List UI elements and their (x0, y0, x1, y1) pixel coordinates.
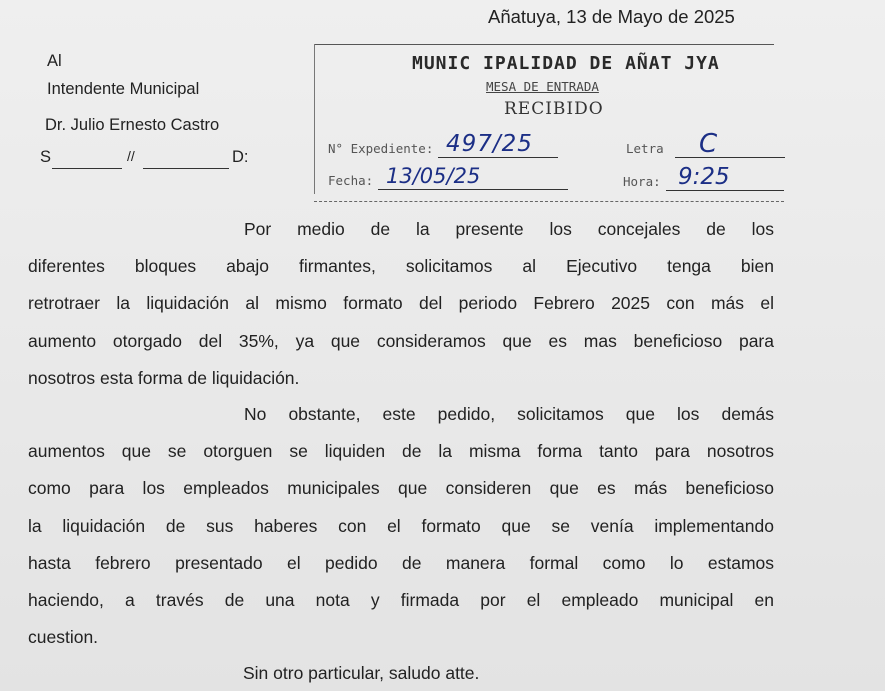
expediente-label: N° Expediente: (328, 141, 434, 156)
fecha-label: Fecha: (328, 173, 374, 188)
stamp-title: MUNIC IPALIDAD DE AÑAT JYA (412, 53, 720, 74)
paragraph-2-line-3: como para los empleados municipales que consideren que es más beneficioso (28, 478, 774, 499)
paragraph-2-line-6: haciendo, a través de una nota y firmada por el empleado municipal en (28, 589, 774, 610)
hora-line (666, 190, 784, 191)
d-blank-line (143, 168, 229, 169)
paragraph-1-line-2: diferentes bloques abajo firmantes, solicitamos al Ejecutivo tenga bien (28, 256, 774, 277)
letra-value: C (699, 129, 718, 159)
hora-label: Hora: (623, 174, 661, 189)
paragraph-2-line-7: cuestion. (28, 627, 99, 648)
body-paragraph-1 (28, 211, 774, 397)
fecha-value: 13/05/25 (386, 164, 481, 188)
stamp-top-border (314, 44, 774, 45)
paragraph-2-line-5: hasta febrero presentado el pedido de manera formal como lo estamos (28, 552, 774, 573)
stamp-subtitle: MESA DE ENTRADA (486, 79, 599, 94)
paragraph-1-line-1: Por medio de la presente los concejales de los (244, 219, 774, 239)
expediente-value: 497/25 (446, 131, 533, 157)
letter-date: Añatuya, 13 de Mayo de 2025 (488, 6, 735, 27)
s-blank-line (52, 168, 122, 169)
closing-line: Sin otro particular, saludo atte. (243, 663, 480, 683)
addressee-d: D: (232, 148, 249, 166)
hora-value: 9:25 (678, 164, 730, 190)
addressee-role: Intendente Municipal (47, 80, 200, 98)
paragraph-1-line-3: retrotraer la liquidación al mismo formato del periodo Febrero 2025 con más el (28, 293, 774, 314)
paragraph-2-line-2: aumentos que se otorguen se liquiden de la misma forma tanto para nosotros (28, 441, 774, 462)
letra-line (675, 157, 785, 158)
paragraph-2-line-4: la liquidación de sus haberes con el formato que se venía implementando (28, 515, 774, 536)
addressee-separator: // (127, 148, 135, 164)
letra-label: Letra (626, 141, 664, 156)
addressee-name: Dr. Julio Ernesto Castro (45, 116, 220, 134)
paragraph-1-line-5: nosotros esta forma de liquidación. (28, 367, 300, 388)
stamp-left-border (314, 44, 315, 194)
paragraph-2-line-1: No obstante, este pedido, solicitamos que los demás (244, 404, 774, 424)
addressee-s: S (40, 148, 52, 166)
addressee-al: Al (47, 52, 62, 70)
paragraph-1-line-4: aumento otorgado del 35%, ya que consideramos que es mas beneficioso para (28, 330, 774, 351)
stamp-bottom-border (314, 201, 784, 202)
reception-stamp (314, 38, 784, 213)
expediente-line (438, 157, 558, 158)
fecha-line (378, 189, 568, 190)
stamp-status: RECIBIDO (504, 99, 604, 119)
body-paragraph-2 (28, 396, 774, 656)
